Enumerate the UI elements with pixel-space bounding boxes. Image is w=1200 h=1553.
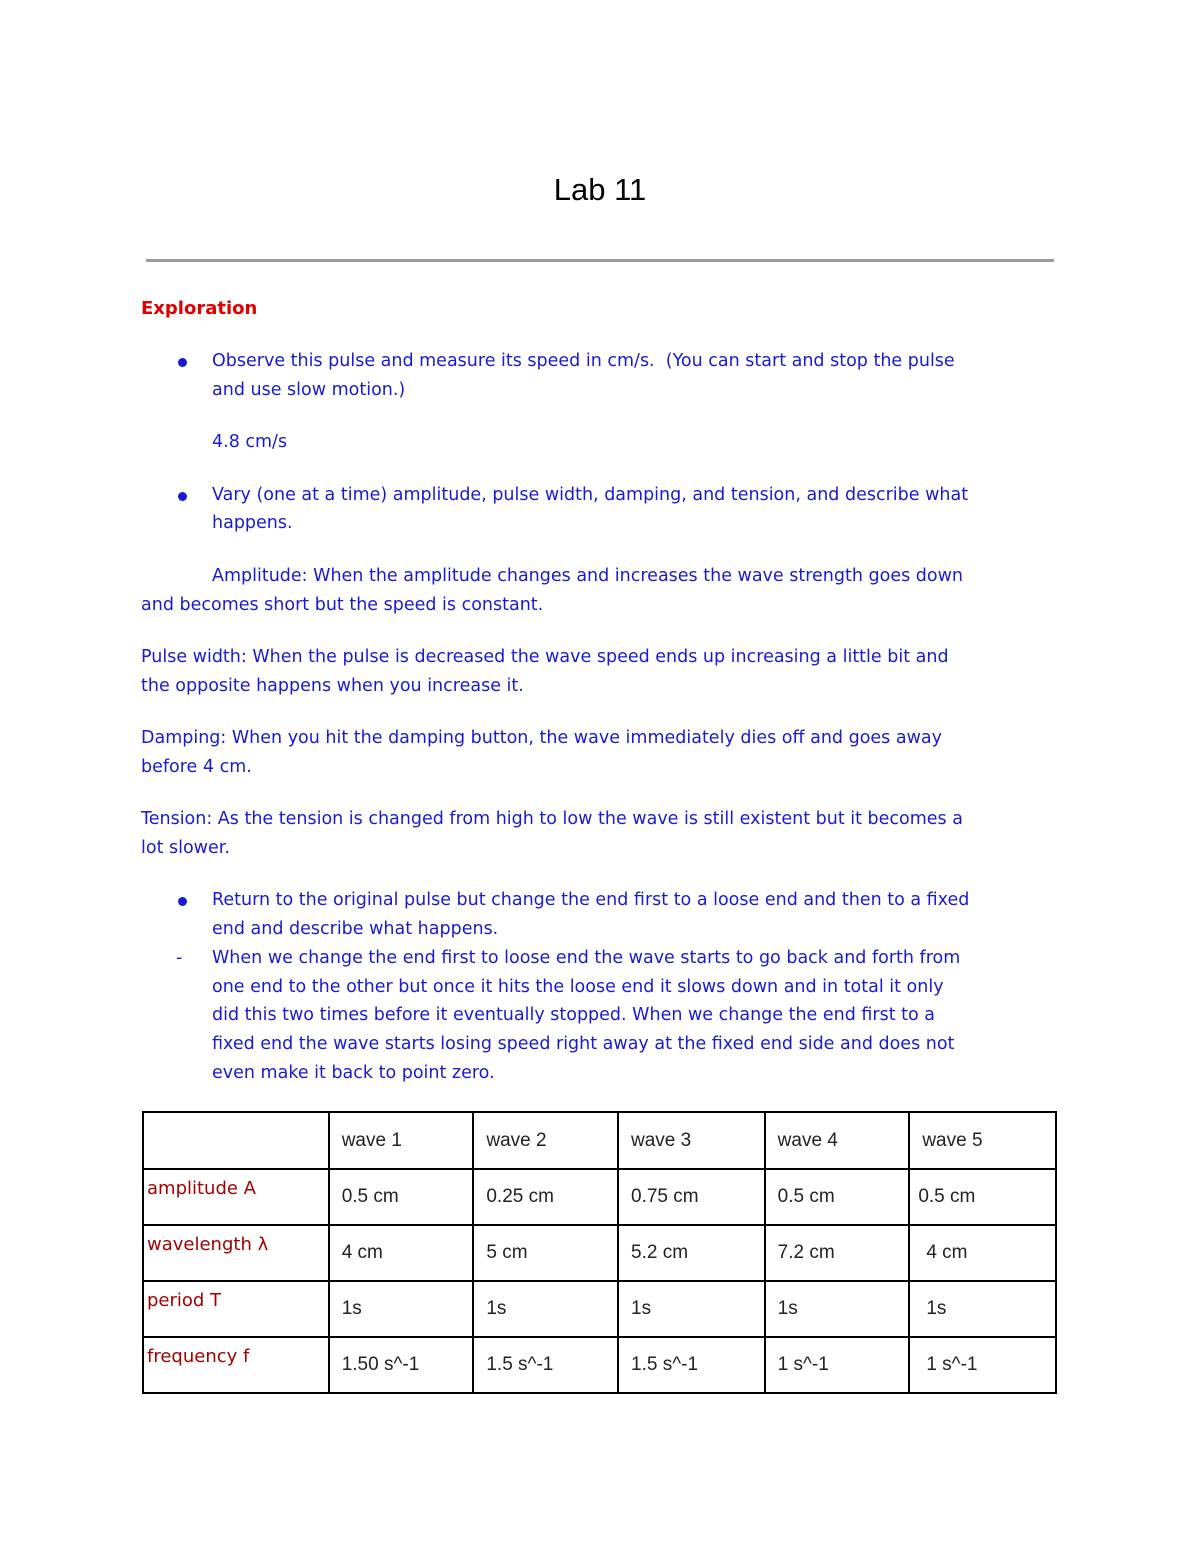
row-label: frequency f	[143, 1337, 329, 1393]
answer-3-line-2: one end to the other but once it hits the loose end it slows down and in total it only	[212, 977, 944, 997]
table-header-cell: wave 4	[765, 1112, 910, 1169]
table-cell: 0.5 cm	[765, 1169, 910, 1225]
question-2-line-2: happens.	[212, 513, 293, 533]
table-row	[143, 1281, 1056, 1337]
wave-data-table	[142, 1111, 1057, 1394]
table-cell: 4 cm	[329, 1225, 474, 1281]
dash-marker: -	[176, 948, 183, 968]
table-cell: 1s	[765, 1281, 910, 1337]
damping-answer-line-1: Damping: When you hit the damping button, the wave immediately dies off and goes away	[141, 728, 942, 748]
bullet-icon	[178, 492, 187, 501]
table-cell: 1 s^-1	[909, 1337, 1056, 1393]
table-cell: 1.5 s^-1	[618, 1337, 765, 1393]
answer-3-line-5: even make it back to point zero.	[212, 1063, 495, 1083]
table-cell: 4 cm	[909, 1225, 1056, 1281]
table-cell: 0.25 cm	[473, 1169, 618, 1225]
question-1-line-2: and use slow motion.)	[212, 380, 406, 400]
table-cell: 1.5 s^-1	[473, 1337, 618, 1393]
horizontal-rule	[146, 259, 1054, 262]
row-label: amplitude A	[143, 1169, 329, 1225]
answer-1: 4.8 cm/s	[212, 432, 288, 452]
answer-3-line-3: did this two times before it eventually stopped. When we change the end first to a	[212, 1005, 936, 1025]
pulse-width-answer-line-2: the opposite happens when you increase it.	[141, 676, 524, 696]
question-2-line-1: Vary (one at a time) amplitude, pulse width, damping, and tension, and describe what	[212, 485, 969, 505]
table-header-cell: wave 3	[618, 1112, 765, 1169]
question-3-line-1: Return to the original pulse but change the end first to a loose end and then to a fixed	[212, 890, 970, 910]
table-cell: 1s	[473, 1281, 618, 1337]
damping-answer-line-2: before 4 cm.	[141, 757, 252, 777]
table-row	[143, 1225, 1056, 1281]
table-cell: 0.75 cm	[618, 1169, 765, 1225]
bullet-icon	[178, 897, 187, 906]
table-header-cell: wave 2	[473, 1112, 618, 1169]
table-cell: 1.50 s^-1	[329, 1337, 474, 1393]
table-header-row	[143, 1112, 1056, 1169]
bullet-icon	[178, 358, 187, 367]
table-cell: 1s	[329, 1281, 474, 1337]
table-cell: 5.2 cm	[618, 1225, 765, 1281]
table-cell: 1s	[909, 1281, 1056, 1337]
amplitude-answer-line-1: Amplitude: When the amplitude changes and increases the wave strength goes down	[212, 566, 963, 586]
table-cell: 5 cm	[473, 1225, 618, 1281]
amplitude-answer-line-2: and becomes short but the speed is constant.	[141, 595, 544, 615]
table-cell: 1 s^-1	[765, 1337, 910, 1393]
answer-3-line-1: When we change the end first to loose end the wave starts to go back and forth from	[212, 948, 961, 968]
table-header-cell	[143, 1112, 329, 1169]
row-label: period T	[143, 1281, 329, 1337]
question-3-line-2: end and describe what happens.	[212, 919, 499, 939]
table-row	[143, 1169, 1056, 1225]
row-label: wavelength λ	[143, 1225, 329, 1281]
table-header-cell: wave 1	[329, 1112, 474, 1169]
answer-3-line-4: fixed end the wave starts losing speed right away at the fixed end side and does not	[212, 1034, 955, 1054]
pulse-width-answer-line-1: Pulse width: When the pulse is decreased the wave speed ends up increasing a little bit and	[141, 647, 949, 667]
tension-answer-line-1: Tension: As the tension is changed from high to low the wave is still existent but it becomes a	[141, 809, 963, 829]
table-cell: 0.5 cm	[909, 1169, 1056, 1225]
table-cell: 1s	[618, 1281, 765, 1337]
section-heading: Exploration	[141, 298, 258, 319]
table-row	[143, 1337, 1056, 1393]
table-cell: 0.5 cm	[329, 1169, 474, 1225]
tension-answer-line-2: lot slower.	[141, 838, 230, 858]
question-1-line-1: Observe this pulse and measure its speed in cm/s. (You can start and stop the pulse	[212, 351, 955, 371]
table-cell: 7.2 cm	[765, 1225, 910, 1281]
table-header-cell: wave 5	[909, 1112, 1056, 1169]
document-title: Lab 11	[553, 172, 647, 207]
